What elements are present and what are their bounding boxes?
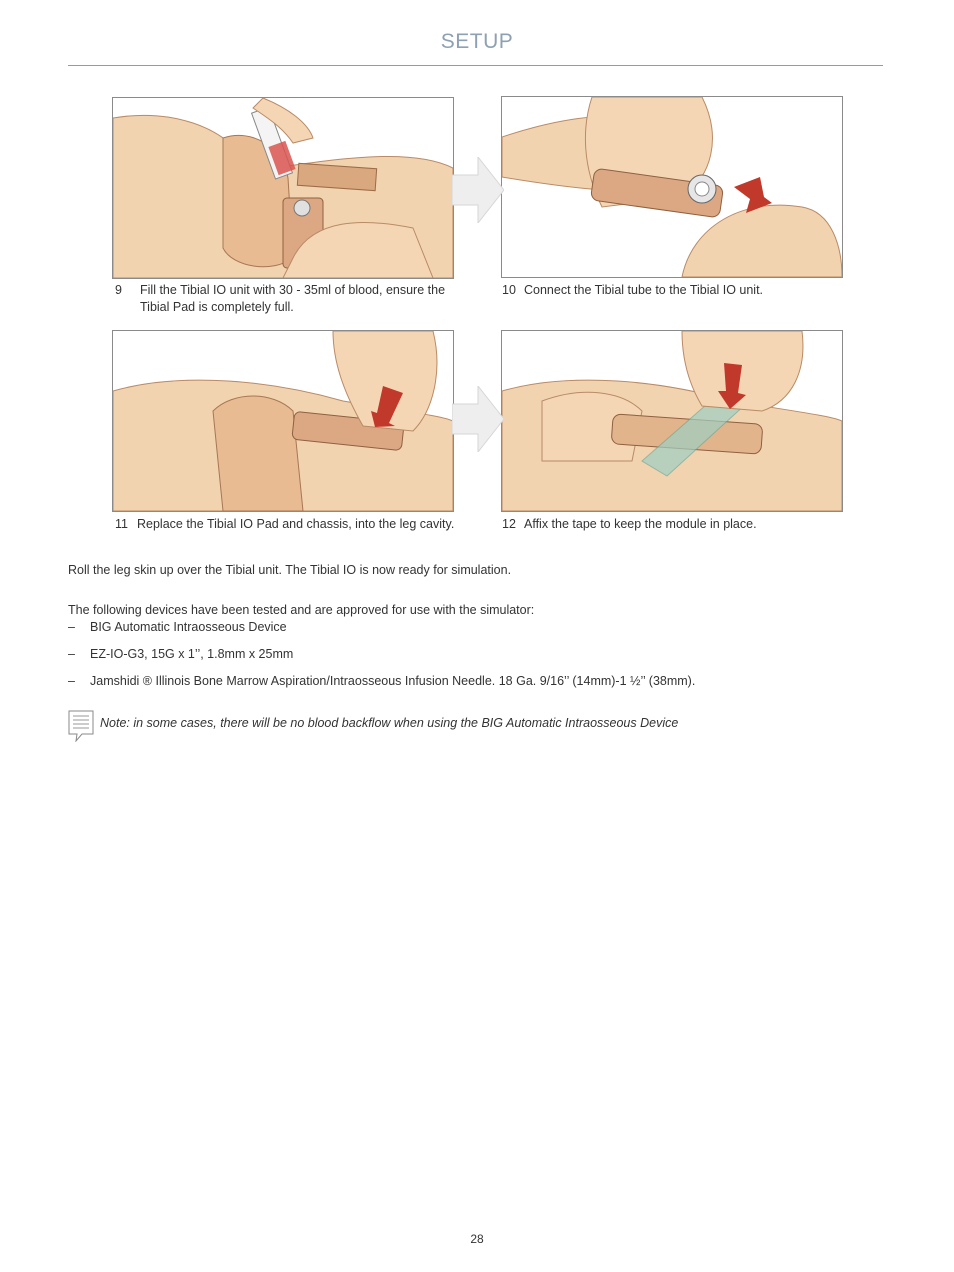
- header-rule: [68, 65, 883, 66]
- device-name: EZ-IO-G3, 15G x 1’’, 1.8mm x 25mm: [90, 647, 294, 661]
- list-dash: –: [68, 620, 75, 634]
- step-number: 11: [115, 517, 128, 531]
- note-icon: [68, 710, 94, 742]
- device-name: BIG Automatic Intraosseous Device: [90, 620, 287, 634]
- step-11-caption: [115, 516, 460, 534]
- step-number: 9: [115, 283, 122, 297]
- step-text: Affix the tape to keep the module in place.: [524, 517, 757, 531]
- page-title: SETUP: [440, 30, 514, 53]
- note-text: Note: in some cases, there will be no blood backflow when using the BIG Automatic Intraosseous Device: [100, 716, 679, 730]
- step-9-caption: [115, 282, 460, 318]
- step-text: Fill the Tibial IO unit with 30 - 35ml of blood, ensure the Tibial Pad is completely full.: [140, 283, 446, 314]
- list-dash: –: [68, 674, 75, 688]
- step-number: 10: [502, 283, 516, 297]
- roll-skin-paragraph: Roll the leg skin up over the Tibial unit. The Tibial IO is now ready for simulation.: [68, 563, 512, 577]
- devices-intro: The following devices have been tested and are approved for use with the simulator:: [68, 603, 535, 617]
- step-number: 12: [502, 517, 516, 531]
- step-10-caption: [502, 282, 847, 300]
- step-text: Replace the Tibial IO Pad and chassis, into the leg cavity.: [137, 517, 455, 531]
- next-step-arrow-icon: [452, 386, 504, 452]
- page-number: 28: [470, 1232, 484, 1246]
- step-12-caption: [502, 516, 847, 534]
- list-dash: –: [68, 647, 75, 661]
- device-name: Jamshidi ® Illinois Bone Marrow Aspiration/Intraosseous Infusion Needle. 18 Ga. 9/16’’ (14mm)-1 ½’’ (38mm).: [90, 674, 696, 688]
- step-text: Connect the Tibial tube to the Tibial IO unit.: [524, 283, 764, 297]
- step-9-illustration: [112, 97, 454, 279]
- step-11-illustration: [112, 330, 454, 512]
- step-12-illustration: [501, 330, 843, 512]
- step-10-illustration: [501, 96, 843, 278]
- next-step-arrow-icon: [452, 157, 504, 223]
